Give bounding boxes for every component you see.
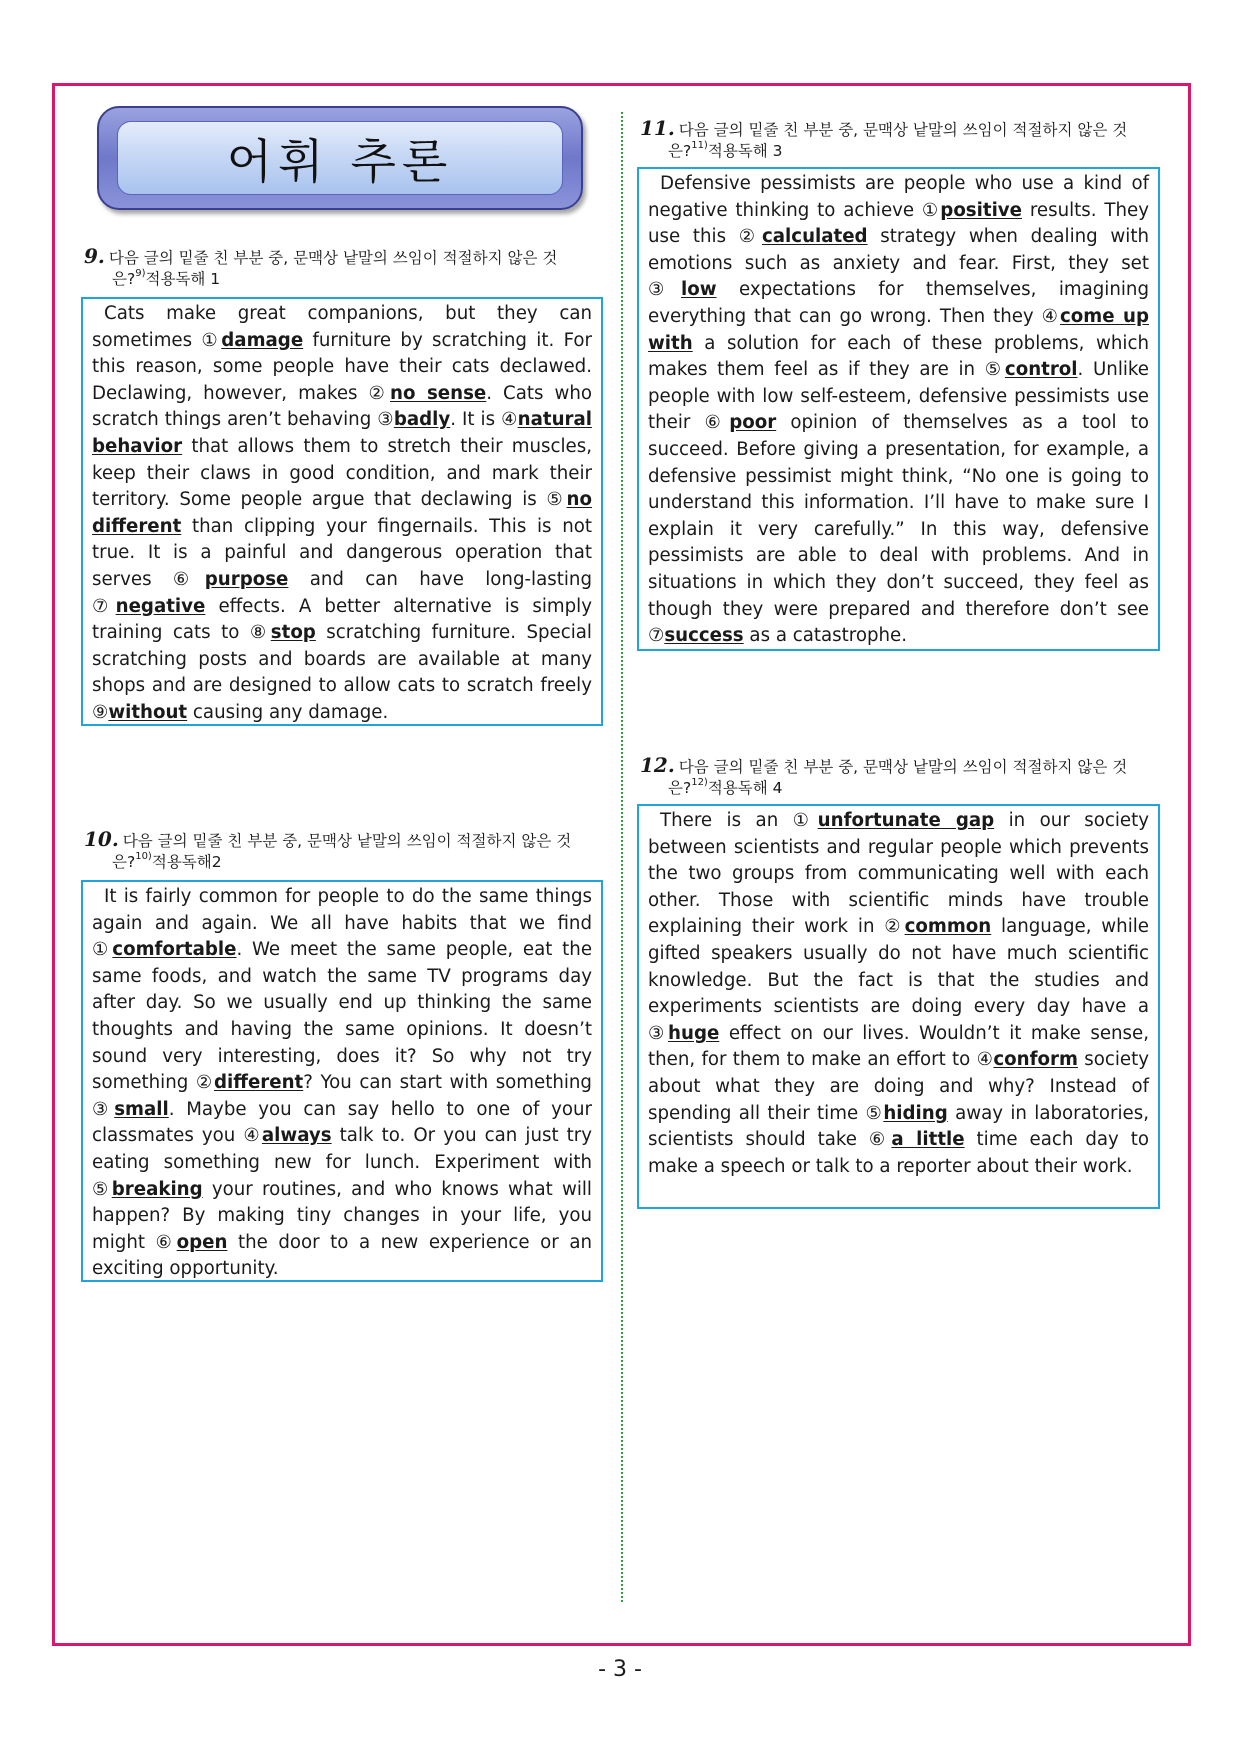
underlined-word: positive: [940, 199, 1022, 221]
underlined-word: hiding: [883, 1102, 948, 1124]
section-title-inner: [117, 121, 563, 195]
passage-segment: furniture by scratching it. For this reason, some people have their cats declawed. Declawing, however, makes ②: [92, 329, 592, 404]
underlined-word: purpose: [204, 568, 289, 590]
underlined-word: unfortunate gap: [817, 810, 995, 831]
passage-segment: that allows them to stretch their muscles, keep their claws in good condition, and mark their territory. Some people argue that declawing is ⑤: [92, 435, 592, 511]
question-12-passage: [637, 804, 1160, 1209]
passage-segment: strategy when dealing with emotions such as anxiety and fear. First, they set ③: [648, 226, 1149, 301]
passage-segment: opinion of themselves as a tool to succeed. Before giving a presentation, for example, a defensive pessimist might think, “No one is going to understand this information. I’ll have to make sure I explain it very carefully.” In this way, defensive pessimists are able to deal with problems. And in situations in which they don’t succeed, they feel as though they were prepared and therefore don’t see ⑦: [648, 412, 1150, 647]
underlined-word: breaking: [111, 1178, 203, 1200]
question-11-passage: [637, 167, 1160, 651]
question-number: 10.: [84, 827, 119, 851]
passage-segment: Defensive pessimists are people who use a kind of negative thinking to achieve ①: [648, 173, 1149, 221]
passage-segment: society about what they are doing and why? Instead of spending all their time ⑤: [648, 1049, 1149, 1124]
underlined-word: without: [108, 701, 188, 723]
page-number: - 3 -: [598, 1657, 642, 1682]
underlined-word: low: [680, 279, 717, 301]
column-divider: [621, 112, 623, 1602]
question-prompt-end: 은?: [112, 270, 136, 288]
passage-segment: effect on our lives. Wouldn’t it make sense, then, for them to make an effort to ④: [648, 1022, 1149, 1071]
question-11-header: [640, 118, 1160, 162]
question-source: 적용독해 1: [145, 270, 221, 288]
underlined-word: poor: [729, 412, 777, 434]
question-10-header: [84, 829, 604, 873]
passage-text: [92, 884, 592, 1283]
passage-segment: talk to. Or you can just try eating something new for lunch. Experiment with ⑤: [92, 1125, 592, 1200]
passage-segment: Cats make great companions, but they can sometimes ①: [92, 303, 592, 351]
underlined-word: calculated: [762, 226, 868, 248]
question-number: 9.: [84, 244, 105, 268]
footnote-marker: 11): [691, 140, 708, 151]
passage-segment: your routines, and who knows what will happen? By making tiny changes in your life, you might ⑥: [92, 1178, 592, 1253]
question-source: 적용독해 3: [707, 142, 783, 160]
passage-segment: There is an ①: [660, 810, 818, 831]
underlined-word: always: [261, 1125, 332, 1147]
passage-segment: a solution for each of these problems, which makes them feel as if they are in ⑤: [648, 332, 1149, 381]
underlined-word: negative: [115, 595, 206, 617]
passage-segment: results. They use this ②: [648, 199, 1149, 248]
passage-segment: and can have long-lasting ⑦: [92, 568, 592, 617]
underlined-word: badly: [393, 409, 451, 431]
underlined-word: come up with: [648, 305, 1149, 354]
passage-segment: scratching furniture. Special scratching posts and boards are available at many shops and are designed to allow cats to scratch freely ⑨: [92, 622, 592, 723]
passage-segment: . Maybe you can say hello to one of your classmates you ④: [92, 1098, 592, 1147]
underlined-word: comfortable: [112, 939, 237, 961]
underlined-word: no sense: [390, 382, 487, 404]
underlined-word: damage: [221, 329, 304, 351]
question-prompt: 다음 글의 밑줄 친 부분 중, 문맥상 낱말의 쓰임이 적절하지 않은 것: [678, 121, 1128, 139]
passage-text: [648, 808, 1149, 1180]
underlined-word: stop: [270, 622, 316, 644]
passage-segment: . We meet the same people, eat the same foods, and watch the same TV programs day after day. So we usually end up thinking the same thoughts and having the same opinions. It doesn’t sound very interesting, does it? So why not try something ②: [92, 939, 593, 1094]
question-source: 적용독해2: [151, 853, 222, 871]
question-10-passage: [81, 880, 603, 1282]
passage-segment: . Unlike people with low self-esteem, defensive pessimists use their ⑥: [648, 359, 1150, 434]
underlined-word: huge: [668, 1022, 720, 1044]
question-prompt-end: 은?: [668, 142, 692, 160]
question-prompt: 다음 글의 밑줄 친 부분 중, 문맥상 낱말의 쓰임이 적절하지 않은 것: [108, 249, 558, 267]
underlined-word: no different: [92, 489, 592, 537]
underlined-word: conform: [993, 1049, 1078, 1071]
passage-segment: time each day to make a speech or talk to a reporter about their work.: [648, 1129, 1149, 1177]
passage-text: [648, 171, 1149, 650]
question-source: 적용독해 4: [707, 779, 783, 797]
passage-segment: expectations for themselves, imagining everything that can go wrong. Then they ④: [648, 279, 1149, 327]
passage-segment: away in laboratories, scientists should take ⑥: [648, 1102, 1149, 1151]
passage-segment: the door to a new experience or an exciting opportunity.: [92, 1231, 592, 1280]
passage-segment: . Cats who scratch things aren’t behaving ③: [92, 382, 593, 431]
underlined-word: open: [176, 1231, 228, 1253]
footnote-marker: 10): [135, 851, 152, 862]
passage-segment: It is fairly common for people to do the same things again and again. We all have habits that we find ①: [92, 886, 592, 961]
question-number: 11.: [640, 116, 675, 140]
passage-text: [92, 301, 592, 727]
passage-segment: as a catastrophe.: [743, 625, 908, 647]
underlined-word: control: [1004, 359, 1078, 381]
underlined-word: natural behavior: [92, 409, 592, 457]
passage-segment: causing any damage.: [187, 701, 389, 723]
passage-segment: language, while gifted speakers usually do not have much scientific knowledge. But the fact is that the studies and experiments scientists are doing every day have a ③: [648, 916, 1150, 1044]
passage-segment: . It is ④: [450, 409, 518, 431]
question-prompt: 다음 글의 밑줄 친 부분 중, 문맥상 낱말의 쓰임이 적절하지 않은 것: [122, 832, 572, 850]
section-title-banner: [97, 106, 583, 210]
underlined-word: different: [213, 1072, 304, 1094]
underlined-word: a little: [891, 1129, 965, 1151]
underlined-word: common: [904, 916, 992, 938]
underlined-word: success: [664, 625, 744, 647]
question-12-header: [640, 755, 1160, 799]
passage-segment: effects. A better alternative is simply training cats to ⑧: [92, 595, 592, 644]
question-9-passage: [81, 297, 603, 726]
passage-segment: than clipping your fingernails. This is not true. It is a painful and dangerous operation that serves ⑥: [92, 515, 592, 590]
question-prompt-end: 은?: [112, 853, 136, 871]
footnote-marker: 12): [691, 777, 708, 788]
passage-segment: ? You can start with something ③: [92, 1072, 592, 1120]
section-title: 어휘 추론: [226, 134, 454, 190]
question-number: 12.: [640, 753, 675, 777]
question-prompt-end: 은?: [668, 779, 692, 797]
question-9-header: [84, 246, 604, 290]
underlined-word: small: [114, 1098, 169, 1120]
question-prompt: 다음 글의 밑줄 친 부분 중, 문맥상 낱말의 쓰임이 적절하지 않은 것: [678, 758, 1128, 776]
footnote-marker: 9): [135, 268, 146, 279]
passage-segment: in our society between scientists and regular people which prevents the two groups from communicating well with each other. Those with scientific minds have trouble explaining their work in ②: [648, 810, 1150, 938]
